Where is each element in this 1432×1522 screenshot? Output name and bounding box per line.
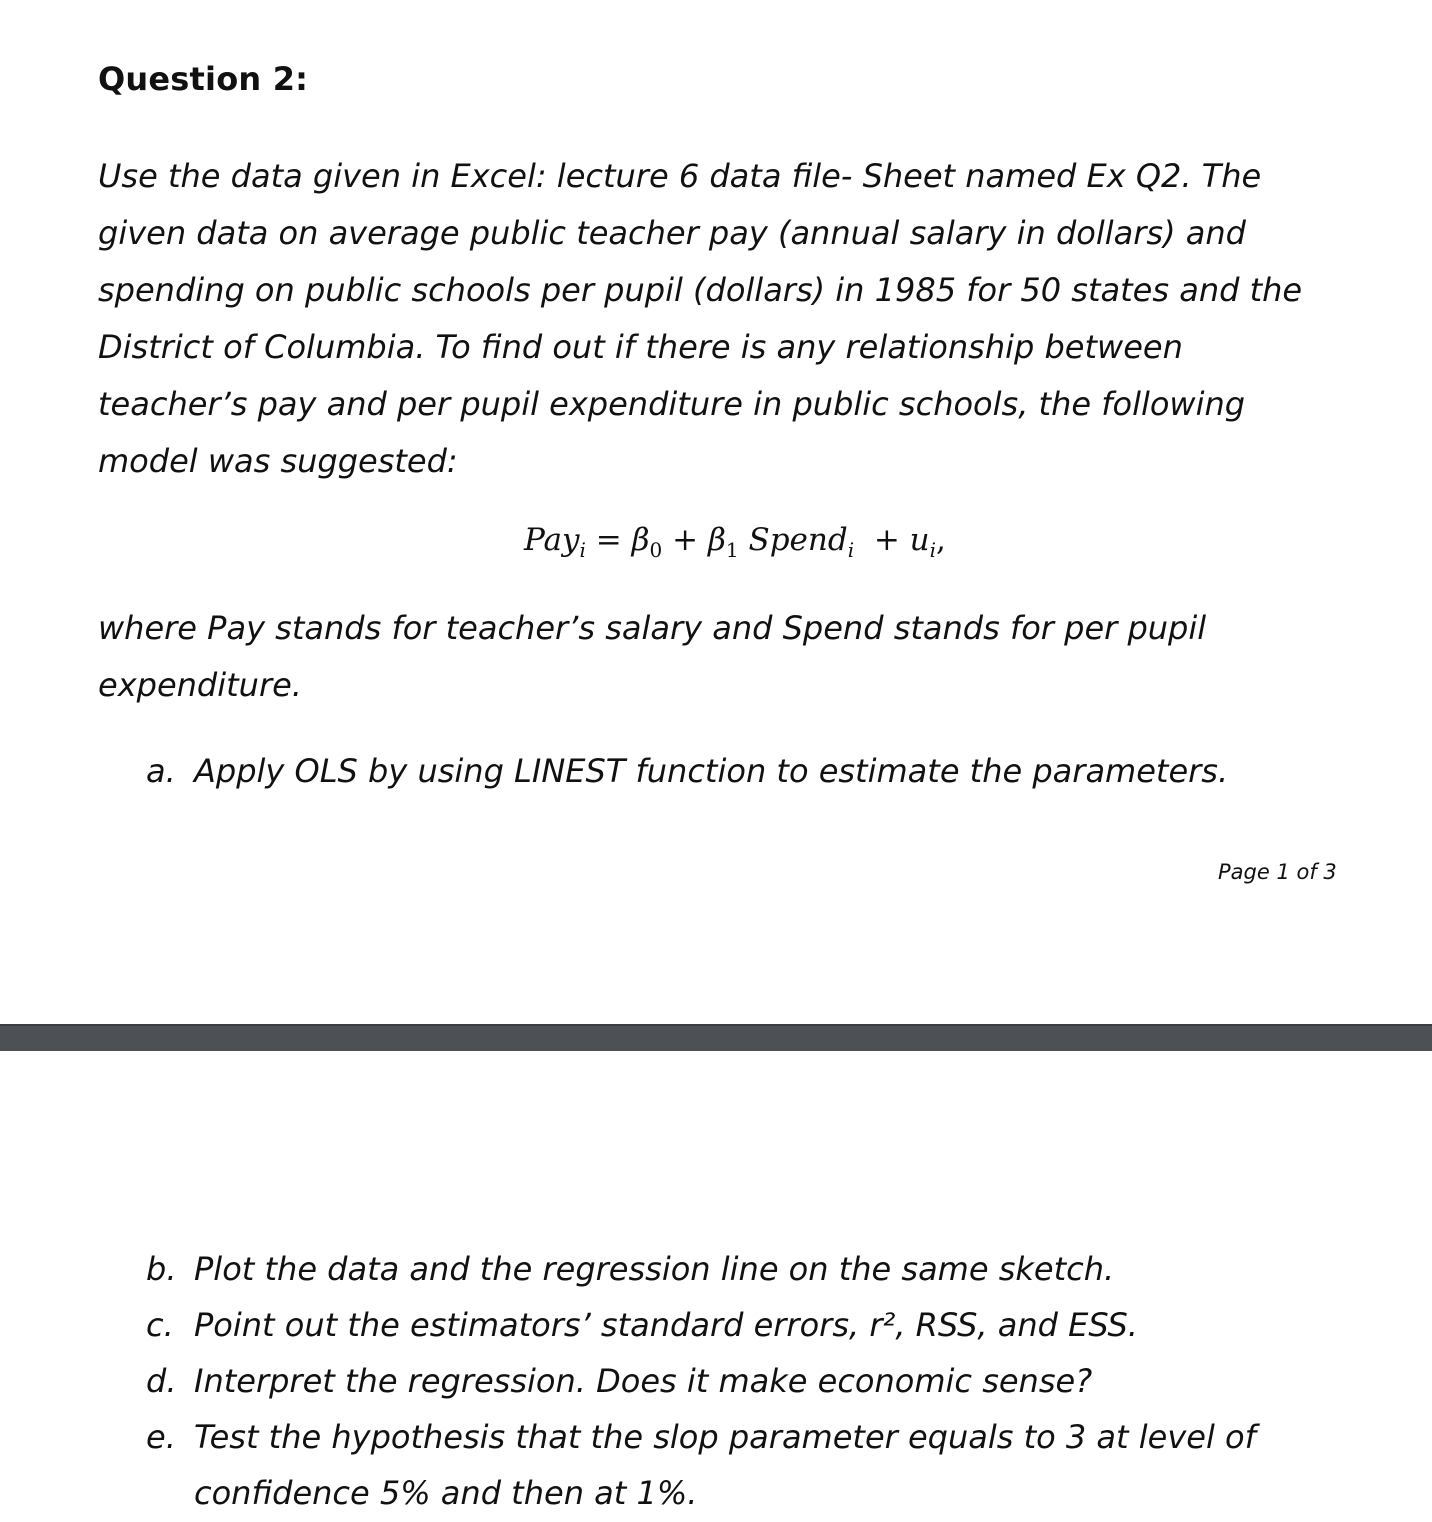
- question-e: [146, 1418, 1256, 1456]
- equation-lhs: Pay: [524, 522, 580, 558]
- question-b: [146, 1250, 1114, 1288]
- question-text: Plot the data and the regression line on the same sketch.: [194, 1250, 1115, 1288]
- equation-plus: +: [672, 522, 699, 558]
- equation-beta0: β: [631, 522, 650, 558]
- question-heading: Question 2:: [98, 60, 309, 98]
- paragraph-line: model was suggested:: [98, 442, 458, 480]
- question-c: [146, 1306, 1138, 1344]
- paragraph-line: expenditure.: [98, 666, 302, 704]
- paragraph-line: District of Columbia. To find out if there is any relationship between: [98, 328, 1183, 366]
- question-a: [146, 752, 1228, 790]
- equation-comma: ,: [936, 522, 946, 558]
- equation-subscript: i: [929, 538, 937, 563]
- question-letter: d.: [146, 1362, 177, 1400]
- equation-subscript: 1: [725, 538, 739, 563]
- page-separator: [0, 1024, 1432, 1051]
- question-d: [146, 1362, 1092, 1400]
- paragraph-line: given data on average public teacher pay (annual salary in dollars) and: [98, 214, 1246, 252]
- equation-beta1: β: [707, 522, 726, 558]
- question-letter: e.: [146, 1418, 176, 1456]
- question-text: Apply OLS by using LINEST function to estimate the parameters.: [194, 752, 1229, 790]
- paragraph-line: Use the data given in Excel: lecture 6 data file- Sheet named Ex Q2. The: [98, 157, 1262, 195]
- page-number: Page 1 of 3: [1218, 860, 1337, 884]
- equation-error: u: [909, 522, 930, 558]
- regression-equation: [524, 522, 946, 562]
- question-letter: c.: [146, 1306, 174, 1344]
- equation-plus: +: [873, 522, 900, 558]
- intro-paragraph: [98, 148, 1302, 490]
- question-text: Interpret the regression. Does it make economic sense?: [194, 1362, 1093, 1400]
- question-text: Point out the estimators’ standard errors, r², RSS, and ESS.: [194, 1306, 1138, 1344]
- question-letter: b.: [146, 1250, 177, 1288]
- equation-equals: =: [595, 522, 622, 558]
- definition-paragraph: [98, 600, 1206, 714]
- equation-subscript: i: [579, 538, 586, 563]
- paragraph-line: spending on public schools per pupil (dollars) in 1985 for 50 states and the: [98, 271, 1303, 309]
- question-text: Test the hypothesis that the slop parameter equals to 3 at level of: [194, 1418, 1256, 1456]
- question-e-continuation: confidence 5% and then at 1%.: [194, 1474, 698, 1512]
- equation-variable: Spend: [748, 522, 848, 558]
- equation-subscript: i: [847, 538, 855, 563]
- equation-subscript: 0: [649, 538, 663, 563]
- paragraph-line: where Pay stands for teacher’s salary and Spend stands for per pupil: [98, 609, 1207, 647]
- question-letter: a.: [146, 752, 176, 790]
- paragraph-line: teacher’s pay and per pupil expenditure in public schools, the following: [98, 385, 1246, 423]
